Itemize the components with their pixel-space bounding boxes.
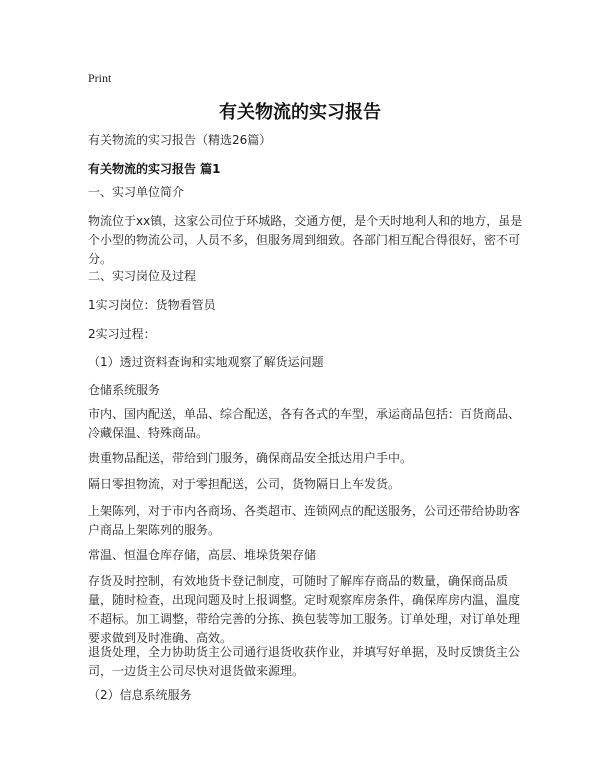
- paragraph-shelving: 上架陈列，对于市内各商场、各类超市、连锁网点的配送服务，公司还带给协助客户商品上架陈列的服务。: [88, 504, 521, 537]
- paragraph-unit-intro: 物流位于xx镇，这家公司位于环城路，交通方便，是个天时地利人和的地方，虽是个小型的物流公司，人员不多，但服务周到细致。各部门相互配合得很好，密不可分。: [88, 214, 523, 266]
- paragraph-storage-types: 常温、恒温仓库存储，高层、堆垛货架存储: [88, 548, 317, 562]
- paragraph-position-heading: 二、实习岗位及过程: [88, 269, 197, 283]
- paragraph-info-system: （2）信息系统服务: [88, 688, 192, 702]
- paragraph-valuables: 贵重物品配送，带给到门服务，确保商品安全抵达用户手中。: [88, 451, 413, 465]
- document-subtitle: 有关物流的实习报告（精选26篇）: [88, 133, 272, 147]
- section-heading: 有关物流的实习报告 篇1: [88, 162, 221, 176]
- print-link[interactable]: Print: [88, 71, 112, 85]
- paragraph-delivery: 市内、国内配送，单品、综合配送，各有各式的车型，承运商品包括：百货商品、冷藏保温、特殊商品。: [88, 407, 521, 440]
- paragraph-step-1: （1）透过资料查询和实地观察了解货运问题: [88, 355, 324, 369]
- paragraph-warehouse-service: 仓储系统服务: [88, 383, 161, 397]
- paragraph-position: 1实习岗位：货物看管员: [88, 298, 216, 312]
- paragraph-inventory-control: 存货及时控制，有效地货卡登记制度，可随时了解库存商品的数量，确保商品质量，随时检查，出现问题及时上报调整。定时观察库房条件，确保库房内温，温度不超标。加工调整，带给完善的分拣、换包装等加工服务。订单处理，对订单处理要求做到及时准确、高效。: [88, 574, 521, 645]
- paragraph-unit-intro-heading: 一、实习单位简介: [88, 185, 185, 199]
- paragraph-returns: 退货处理，全力协助货主公司通行退货收获作业，并填写好单据，及时反馈货主公司，一边货主公司尽快对退货做来源理。: [88, 645, 521, 678]
- paragraph-next-day: 隔日零担物流，对于零担配送，公司，货物隔日上车发货。: [88, 477, 401, 491]
- paragraph-process-heading: 2实习过程：: [88, 327, 156, 341]
- document-title: 有关物流的实习报告: [219, 102, 381, 123]
